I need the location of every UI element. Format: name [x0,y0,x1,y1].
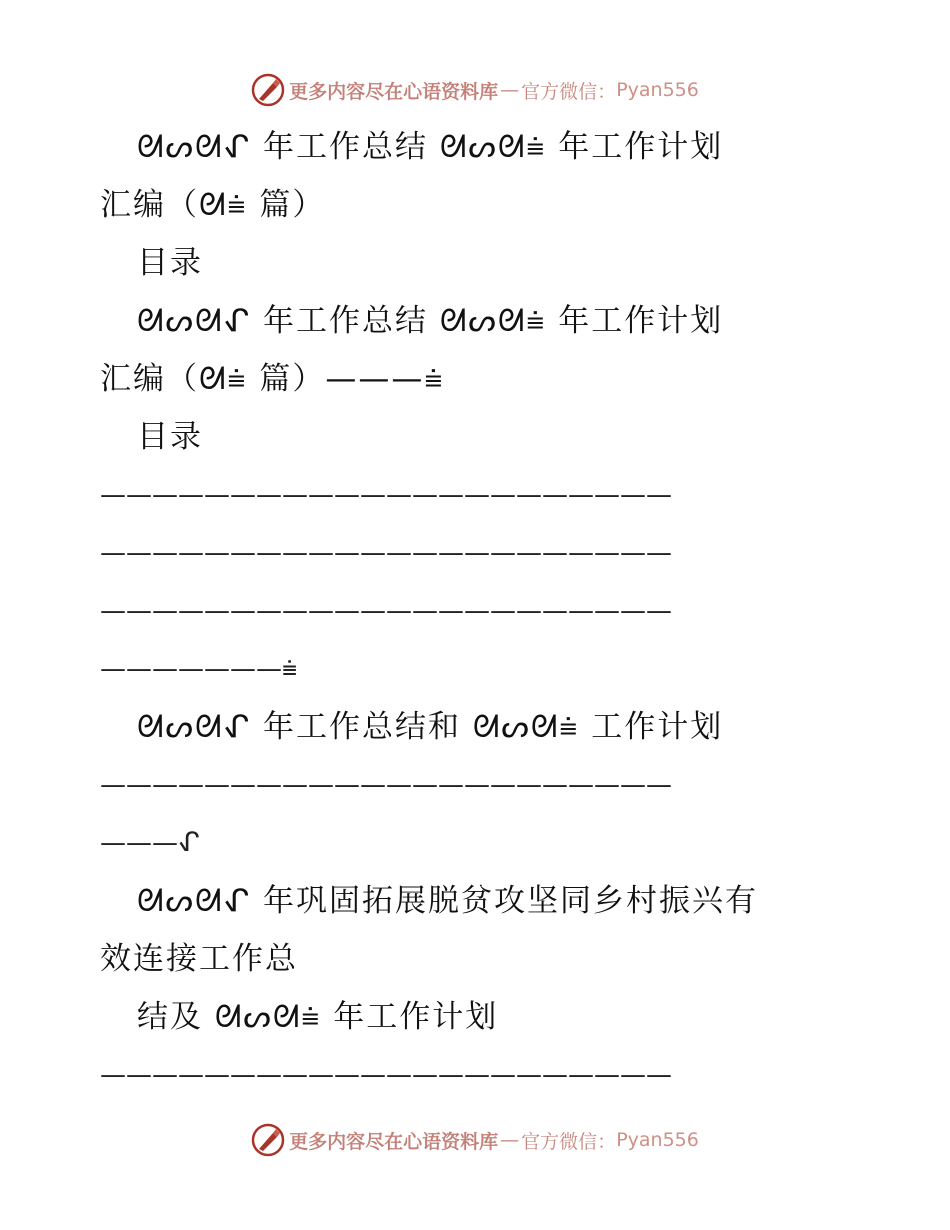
line-13: ———ᖋ [100,828,200,858]
footer-banner [0,1120,950,1160]
line-5: 汇编（ᘛ⩧ 篇）———⩧ [100,361,445,397]
banner-dash: — [500,79,520,101]
pen-logo-icon [251,73,285,107]
line-9: —————————————————————— [100,596,672,626]
banner-dash: — [500,1129,520,1151]
line-11: ᘛᔕᘛᖋ 年工作总结和 ᘛᔕᘛ⩧ 工作计划 [137,709,724,745]
line-16: 结及 ᘛᔕᘛ⩧ 年工作计划 [137,999,499,1035]
line-2: 汇编（ᘛ⩧ 篇） [100,187,326,223]
header-banner [0,70,950,110]
line-10: ———————⩧ [100,654,298,684]
banner-account: Pyan556 [616,79,699,101]
line-17: —————————————————————— [100,1060,672,1090]
line-6: 目录 [137,419,203,455]
line-8: —————————————————————— [100,538,672,568]
banner-account: Pyan556 [616,1129,699,1151]
line-14: ᘛᔕᘛᖋ 年巩固拓展脱贫攻坚同乡村振兴有 [137,883,759,919]
banner-label: 官方微信： [521,1130,617,1153]
line-12: —————————————————————— [100,770,672,800]
line-1: ᘛᔕᘛᖋ 年工作总结 ᘛᔕᘛ⩧ 年工作计划 [137,129,724,165]
line-7: —————————————————————— [100,480,672,510]
line-3: 目录 [137,245,203,281]
banner-site-name: 更多内容尽在心语资料库 [289,80,499,103]
pen-logo-icon [251,1123,285,1157]
line-15: 效连接工作总 [100,941,298,977]
banner-label: 官方微信： [521,80,617,103]
banner-site-name: 更多内容尽在心语资料库 [289,1130,499,1153]
line-4: ᘛᔕᘛᖋ 年工作总结 ᘛᔕᘛ⩧ 年工作计划 [137,303,724,339]
document-body [100,118,830,1104]
